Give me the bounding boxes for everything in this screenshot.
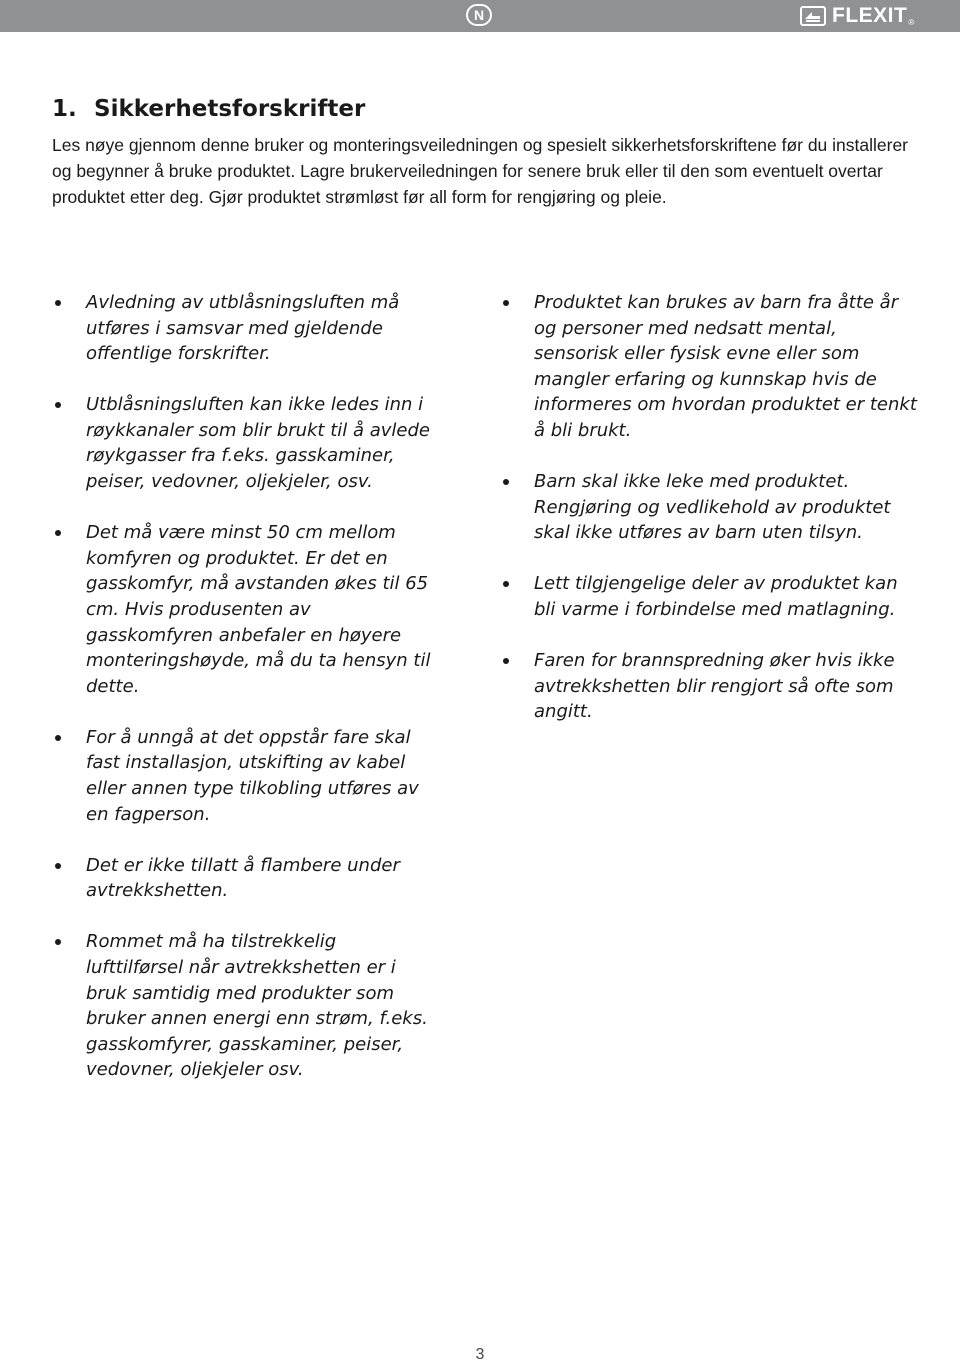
right-bullet-list [500,290,920,750]
left-bullet-list [52,290,432,1108]
list-item [500,290,920,444]
brand-logo [800,5,914,27]
list-item [52,290,432,367]
header-bar [0,0,960,32]
brand-name: FLEXIT [832,4,908,27]
list-item [52,853,432,904]
bullet-icon [55,939,61,945]
list-item [500,469,920,546]
bullet-icon [55,402,61,408]
section-number: 1. [52,96,77,122]
page-number: 3 [475,1346,485,1363]
bullet-icon [503,581,509,587]
section-title-text: Sikkerhetsforskrifter [94,96,366,122]
list-item-text: Produktet kan brukes av barn fra åtte år og personer med nedsatt mental, sensorisk eller fysisk evne eller som mangler erfaring og kunnskap hvis de informeres om hvordan produktet er tenkt å bli brukt. [534,292,917,441]
list-item [52,725,432,827]
flexit-logo-icon [800,6,826,26]
list-item-text: Avledning av utblåsningsluften må utføres i samsvar med gjeldende offentlige forskrifter. [86,292,400,365]
section-title [52,92,365,126]
list-item-text: Lett tilgjengelige deler av produktet kan bli varme i forbindelse med matlagning. [534,573,898,620]
language-badge: N [466,4,492,26]
list-item-text: Utblåsningsluften kan ikke ledes inn i røykkanaler som blir brukt til å avlede røykgasser fra f.eks. gasskaminer, peiser, vedovner, oljekjeler, osv. [86,394,431,493]
list-item [500,571,920,622]
bullet-icon [55,735,61,741]
list-item-text: Faren for brannspredning øker hvis ikke avtrekkshetten blir rengjort så ofte som angitt. [534,650,895,723]
bullet-icon [503,479,509,485]
list-item-text: Rommet må ha tilstrekkelig lufttilførsel når avtrekkshetten er i bruk samtidig med produkter som bruker annen energi enn strøm, f.eks. gasskomfyrer, gasskaminer, peiser, vedovner, oljekjeler osv. [86,931,428,1081]
bullet-icon [55,530,61,536]
list-item [52,520,432,699]
list-item [52,392,432,494]
bullet-icon [503,300,509,306]
bullet-icon [55,863,61,869]
list-item-text: For å unngå at det oppstår fare skal fast installasjon, utskifting av kabel eller annen type tilkobling utføres av en fagperson. [86,726,419,825]
list-item [52,929,432,1083]
bullet-icon [55,300,61,306]
bullet-icon [503,658,509,664]
list-item [500,648,920,725]
intro-paragraph: Les nøye gjennom denne bruker og monteringsveiledningen og spesielt sikkerhetsforskriftene før du installerer og begynner å bruke produktet. Lagre brukerveiledningen for senere bruk eller til den som eventuelt overtar produktet etter deg. Gjør produktet strømløst før all form for rengjøring og pleie. [52,135,909,207]
list-item-text: Det må være minst 50 cm mellom komfyren og produktet. Er det en gasskomfyr, må avstanden økes til 65 cm. Hvis produsenten av gasskomfyren anbefaler en høyere monteringshøyde, må du ta hensyn til dette. [86,522,431,697]
list-item-text: Det er ikke tillatt å flambere under avtrekkshetten. [86,854,400,902]
list-item-text: Barn skal ikke leke med produktet. Rengjøring og vedlikehold av produktet skal ikke utføres av barn uten tilsyn. [534,471,891,544]
registered-mark-icon: ® [908,18,915,27]
